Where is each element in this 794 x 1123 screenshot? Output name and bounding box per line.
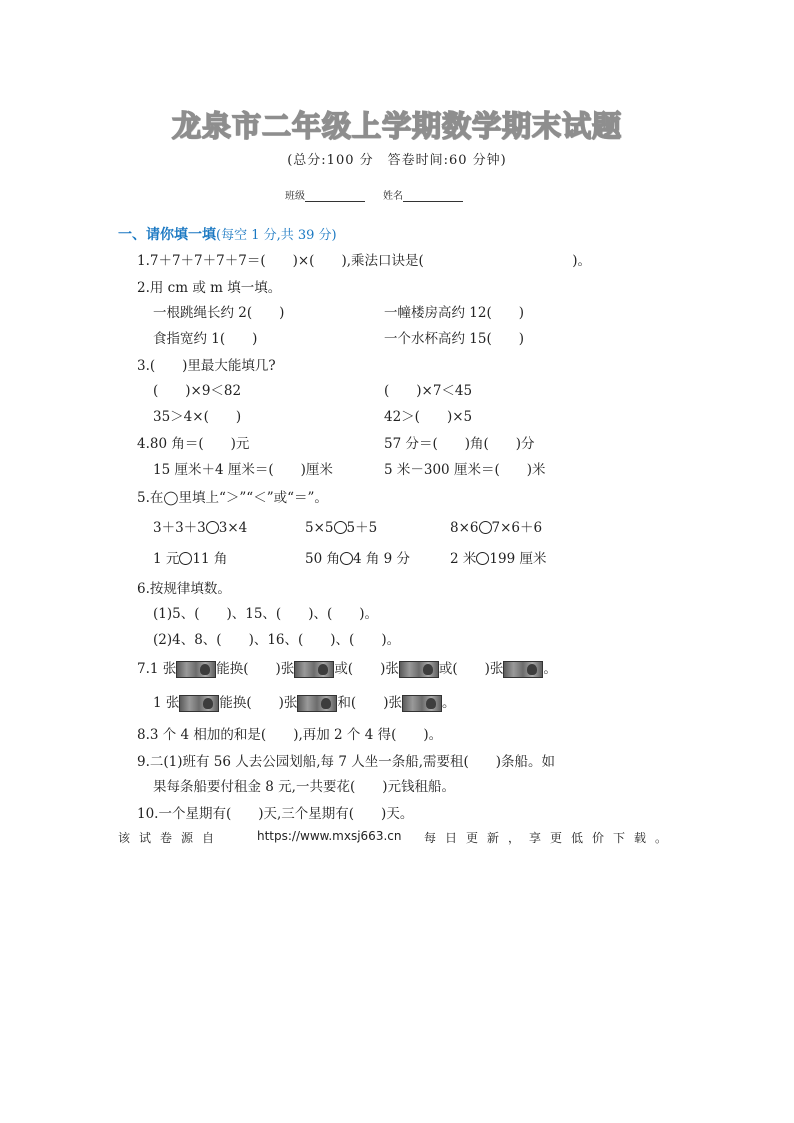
question-3: 3.( )里最大能填几? <box>137 358 276 374</box>
question-8: 8.3 个 4 相加的和是( ),再加 2 个 4 得( )。 <box>137 727 443 743</box>
section-note: (每空 1 分,共 39 分) <box>216 228 337 243</box>
banknote-icon <box>294 661 334 678</box>
compare-circle[interactable] <box>479 521 492 534</box>
question-6: 6.按规律填数。 <box>137 581 231 597</box>
banknote-icon <box>399 661 439 678</box>
question-2a: 一根跳绳长约 2( ) <box>153 305 285 321</box>
banknote-icon <box>176 661 216 678</box>
question-10: 10.一个星期有( )天,三个星期有( )天。 <box>137 806 414 822</box>
question-6a: (1)5、( )、15、( )、( )。 <box>153 606 378 622</box>
q7a-text-3: 或( )张 <box>334 661 399 677</box>
compare-circle[interactable] <box>340 552 353 565</box>
exam-title: 龙泉市二年级上学期数学期末试题 <box>171 109 622 143</box>
banknote-icon <box>297 695 337 712</box>
compare-5e <box>305 547 410 567</box>
section-heading <box>118 224 337 244</box>
question-2: 2.用 cm 或 m 填一填。 <box>137 280 282 296</box>
compare-5b-right: 5＋5 <box>346 520 378 536</box>
footer-update-text: 每日更新，享更低价下载。 <box>424 831 677 845</box>
q7a-text-2: 能换( )张 <box>216 661 295 677</box>
compare-5d-right: 11 角 <box>192 551 228 567</box>
compare-5a-left: 3＋3＋3 <box>153 520 206 536</box>
banknote-icon <box>179 695 219 712</box>
name-label: 姓名 <box>383 191 403 202</box>
question-9a: 9.二(1)班有 56 人去公园划船,每 7 人坐一条船,需要租( )条船。如 <box>137 754 556 770</box>
question-4a: 4.80 角＝( )元 <box>137 436 250 452</box>
compare-5c-left: 8×6 <box>450 520 479 536</box>
question-7b <box>153 691 455 712</box>
q7a-text-4: 或( )张 <box>438 661 504 677</box>
class-label: 班级 <box>285 191 305 202</box>
compare-circle[interactable] <box>476 552 489 565</box>
question-3c: 35＞4×( ) <box>153 409 242 425</box>
compare-5f <box>450 547 546 567</box>
compare-5a-right: 3×4 <box>218 520 248 536</box>
compare-5a <box>153 516 247 536</box>
banknote-icon <box>503 661 543 678</box>
question-9b: 果每条船要付租金 8 元,一共要花( )元钱租船。 <box>153 779 455 795</box>
compare-5e-left: 50 角 <box>305 551 340 567</box>
compare-5e-right: 4 角 9 分 <box>352 551 411 567</box>
footer-url-link[interactable]: https://www.mxsj663.cn <box>257 829 402 843</box>
compare-5f-left: 2 米 <box>450 551 477 567</box>
question-4c: 15 厘米＋4 厘米＝( )厘米 <box>153 462 333 478</box>
question-4b: 57 分＝( )角( )分 <box>384 436 535 452</box>
compare-5c-right: 7×6＋6 <box>491 520 543 536</box>
question-3b: ( )×7＜45 <box>384 383 473 399</box>
section-title: 一、请你填一填 <box>118 227 216 243</box>
q7a-text-1: 7.1 张 <box>137 661 177 677</box>
student-info-row <box>285 187 463 202</box>
question-5: 5.在◯里填上“＞”“＜”或“＝”。 <box>137 490 328 506</box>
q7b-end: 。 <box>441 695 456 711</box>
compare-circle[interactable] <box>334 521 347 534</box>
banknote-icon <box>402 695 442 712</box>
compare-circle[interactable] <box>179 552 192 565</box>
q7b-text-2: 能换( )张 <box>219 695 298 711</box>
question-3d: 42＞( )×5 <box>384 409 473 425</box>
exam-subtitle: (总分:100 分 答卷时间:60 分钟) <box>287 153 507 168</box>
compare-5c <box>450 516 542 536</box>
class-blank[interactable] <box>305 191 365 202</box>
compare-5b-left: 5×5 <box>305 520 334 536</box>
compare-5f-right: 199 厘米 <box>489 551 547 567</box>
name-blank[interactable] <box>403 191 463 202</box>
compare-5b <box>305 516 377 536</box>
q7a-end: 。 <box>543 661 557 677</box>
question-3a: ( )×9＜82 <box>153 383 242 399</box>
question-7a <box>137 657 557 678</box>
q7b-text-1: 1 张 <box>153 695 180 711</box>
compare-circle[interactable] <box>206 521 219 534</box>
question-2c: 食指宽约 1( ) <box>153 331 258 347</box>
question-1: 1.7＋7＋7＋7＋7＝( )×( ),乘法口诀是( )。 <box>137 253 592 269</box>
question-4d: 5 米－300 厘米＝( )米 <box>384 462 546 478</box>
question-2b: 一幢楼房高约 12( ) <box>384 305 525 321</box>
question-2d: 一个水杯高约 15( ) <box>384 331 525 347</box>
compare-5d <box>153 547 227 567</box>
question-6b: (2)4、8、( )、16、( )、( )。 <box>153 632 401 648</box>
compare-5d-left: 1 元 <box>153 551 180 567</box>
q7b-text-3: 和( )张 <box>337 695 402 711</box>
footer-source-text: 该试卷源自 <box>118 831 224 845</box>
